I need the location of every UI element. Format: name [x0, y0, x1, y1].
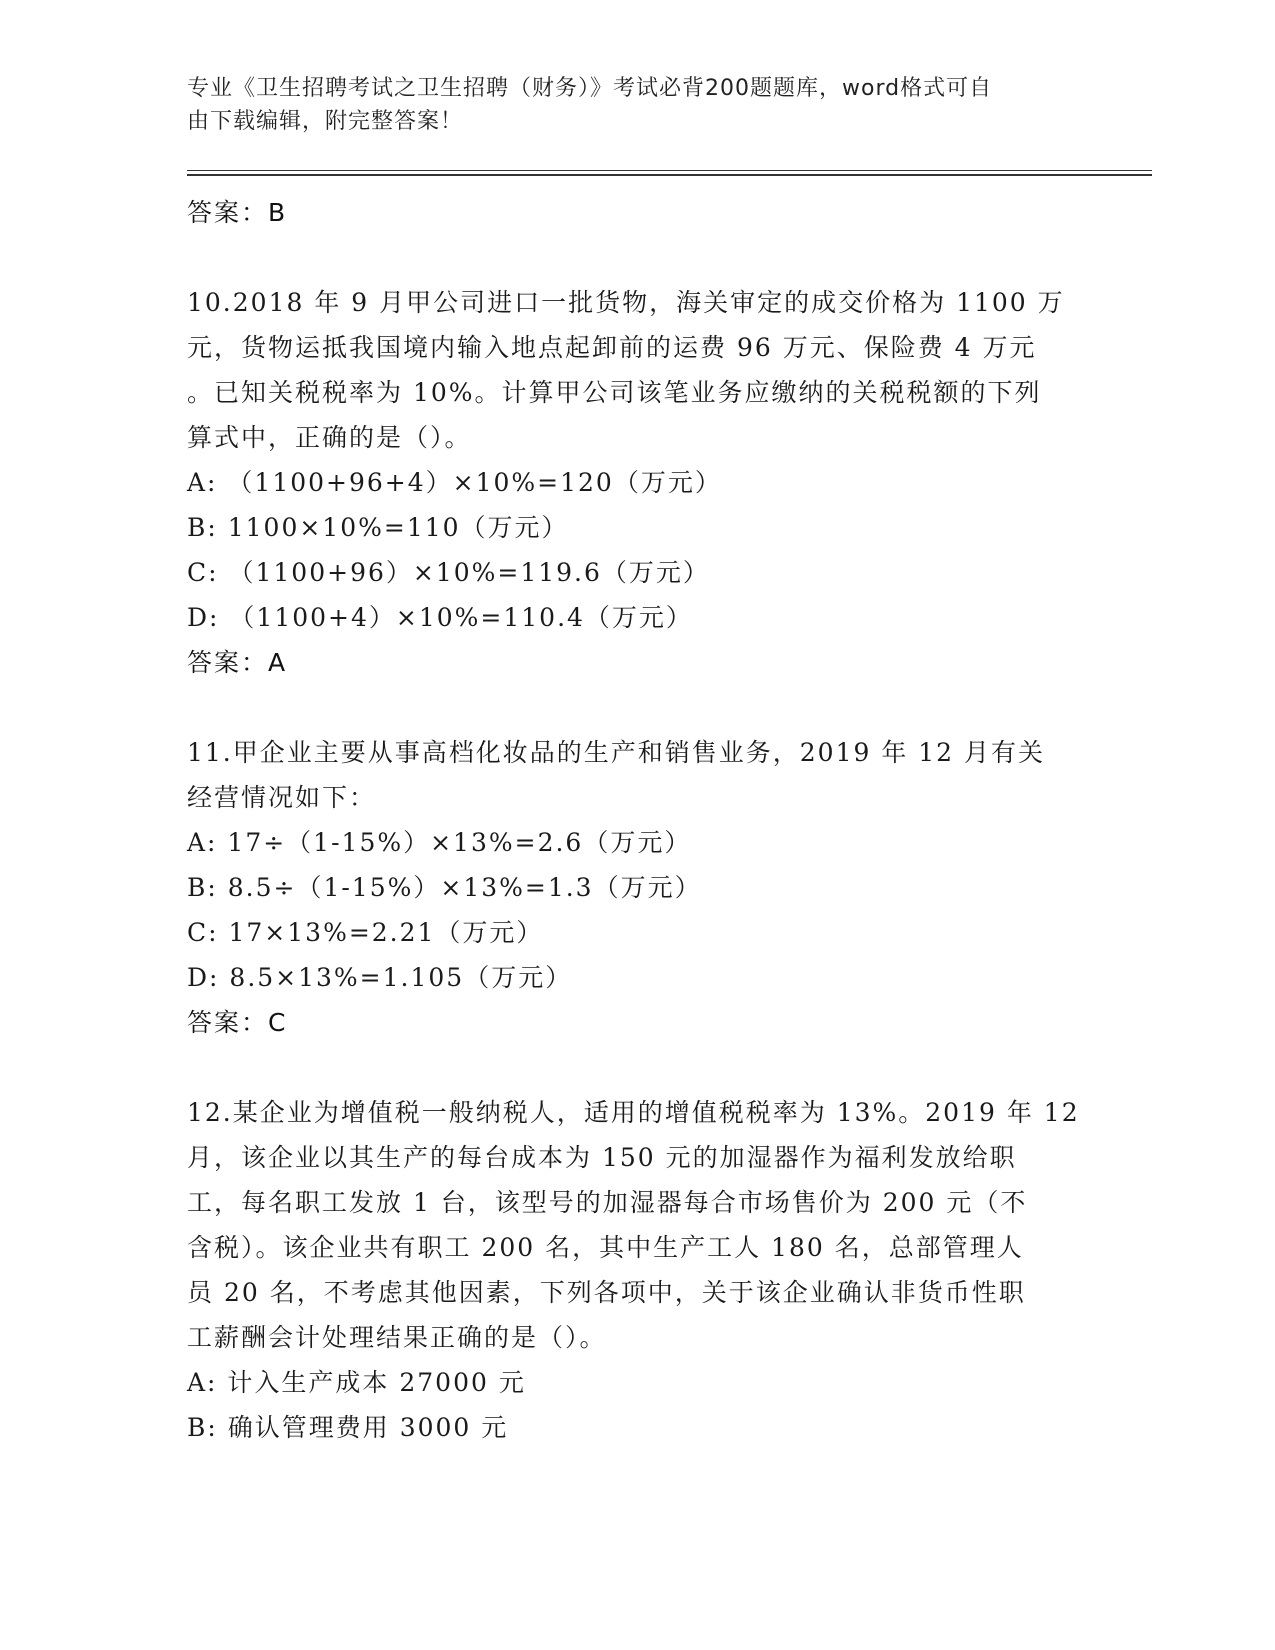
question-10-line-1: 10.2018 年 9 月甲公司进口一批货物，海关审定的成交价格为 1100 万 [187, 288, 1065, 317]
question-11-line-2: 经营情况如下： [187, 783, 377, 812]
answer-q9: 答案：B [187, 198, 288, 227]
question-12 [187, 1090, 1087, 1450]
question-11-option-a: A: 17÷（1-15%）×13%=2.6（万元） [187, 828, 692, 857]
header-line-1: 专业《卫生招聘考试之卫生招聘（财务）》考试必背200题题库，word格式可自 [187, 76, 993, 101]
question-12-line-1: 12.某企业为增值税一般纳税人，适用的增值税税率为 13%。2019 年 12 [187, 1098, 1080, 1127]
header-divider-thick [187, 174, 1152, 176]
question-12-option-a: A: 计入生产成本 27000 元 [187, 1368, 526, 1397]
question-10-option-d: D: （1100+4）×10%=110.4（万元） [187, 603, 693, 632]
answer-q10: 答案：A [187, 648, 288, 677]
question-content [187, 190, 1087, 1450]
question-11-option-b: B: 8.5÷（1-15%）×13%=1.3（万元） [187, 873, 702, 902]
spacer [187, 235, 1087, 280]
question-12-line-2: 月，该企业以其生产的每台成本为 150 元的加湿器作为福利发放给职 [187, 1143, 1017, 1172]
header-line-2: 由下载编辑，附完整答案！ [187, 109, 464, 134]
question-11-option-d: D: 8.5×13%=1.105（万元） [187, 963, 573, 992]
header-divider-thin [187, 170, 1152, 171]
question-10-option-b: B: 1100×10%=110（万元） [187, 513, 569, 542]
answer-q11: 答案：C [187, 1008, 288, 1037]
spacer [187, 1045, 1087, 1090]
page-header [187, 72, 1067, 138]
question-12-line-4: 含税）。该企业共有职工 200 名，其中生产工人 180 名，总部管理人 [187, 1233, 1024, 1262]
question-10 [187, 280, 1087, 685]
question-10-line-3: 。已知关税税率为 10%。计算甲公司该笔业务应缴纳的关税税额的下列 [187, 378, 1042, 407]
question-10-line-2: 元，货物运抵我国境内输入地点起卸前的运费 96 万元、保险费 4 万元 [187, 333, 1037, 362]
question-11 [187, 730, 1087, 1045]
spacer [187, 685, 1087, 730]
question-10-option-c: C: （1100+96）×10%=119.6（万元） [187, 558, 710, 587]
question-12-line-3: 工，每名职工发放 1 台，该型号的加湿器每合市场售价为 200 元（不 [187, 1188, 1028, 1217]
question-12-option-b: B: 确认管理费用 3000 元 [187, 1413, 509, 1442]
question-10-line-4: 算式中，正确的是（）。 [187, 423, 472, 452]
question-11-option-c: C: 17×13%=2.21（万元） [187, 918, 544, 947]
question-12-line-6: 工薪酬会计处理结果正确的是（）。 [187, 1323, 607, 1352]
question-12-line-5: 员 20 名，不考虑其他因素，下列各项中，关于该企业确认非货币性职 [187, 1278, 1026, 1307]
question-11-line-1: 11.甲企业主要从事高档化妆品的生产和销售业务，2019 年 12 月有关 [187, 738, 1046, 767]
question-10-option-a: A: （1100+96+4）×10%=120（万元） [187, 468, 722, 497]
